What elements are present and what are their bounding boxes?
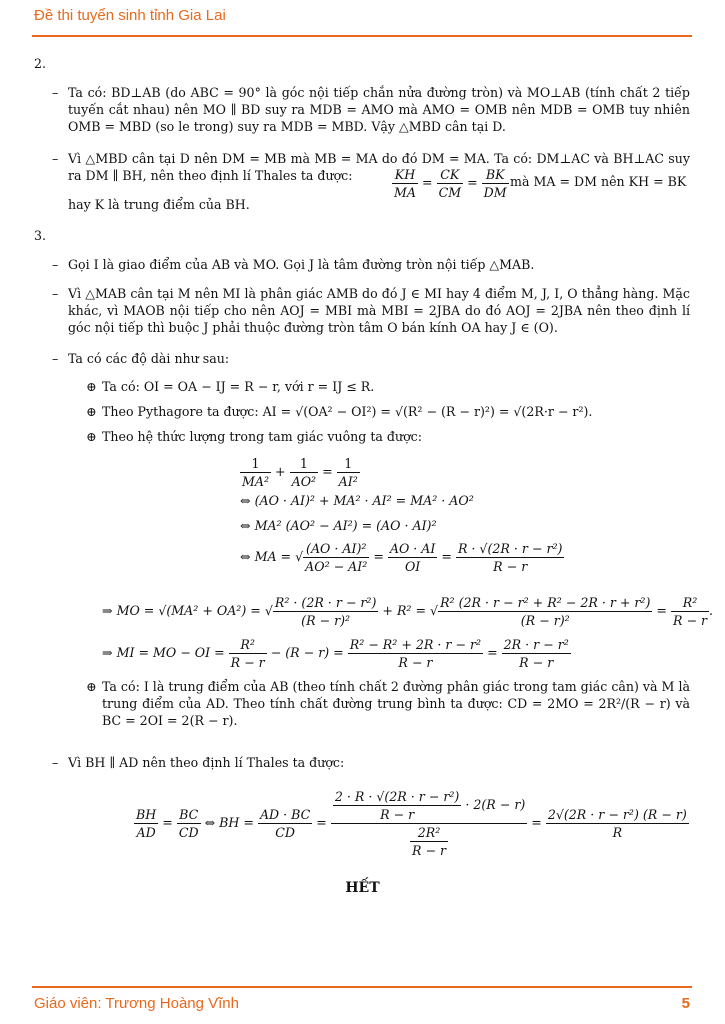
page-number: 5: [681, 995, 690, 1012]
s2-paragraph-2c: hay K là trung điểm của BH.: [68, 197, 250, 212]
s3-bullet-3: Theo hệ thức lượng trong tam giác vuông ta được:: [102, 429, 422, 444]
equation-mi: ⇒ MI = MO − OI = $\frac{\text{R²}}{R - r}$ − (R − r) = $\frac{\text{R² − R² + 2R · r − r²}}{R - r}$ = $\frac{\text{2R · r − r²}}{R - r}$: [102, 637, 569, 670]
equation-bh: $\frac{BH}{AD}$ = $\frac{BC}{CD}$ ⇔ BH = $\frac{AD \cdot BC}{CD}$ = $\frac{\text{2 · R · √(2R · r − r²)}}{R - r}$ · 2(R − r) $\frac{\text{2R²}}{R - r}$ = $\frac{\text{2√(2R · r − r²) (R − r)}}{R}$: [136, 789, 687, 858]
circle-plus-icon: ⊕: [86, 429, 97, 444]
s3-paragraph-4: Vì BH ∥ AD nên theo định lí Thales ta được:: [68, 755, 345, 770]
s3-paragraph-3: Ta có các độ dài như sau:: [68, 351, 230, 366]
section-number-3: 3.: [34, 228, 47, 243]
bullet-dash: –: [52, 151, 59, 166]
bullet-dash: –: [52, 85, 59, 100]
bullet-dash: –: [52, 257, 59, 272]
s3-bullet-2: Theo Pythagore ta được: AI = √(OA² − OI²) = √(R² − (R − r)²) = √(2R·r − r²).: [102, 404, 593, 419]
header-title: Đề thi tuyển sinh tỉnh Gia Lai: [34, 7, 226, 24]
end-marker: HẾT: [345, 880, 380, 896]
footer-teacher: Giáo viên: Trương Hoàng Vĩnh: [34, 995, 239, 1012]
equation-line-2: ⇔ (AO · AI)² + MA² · AI² = MA² · AO²: [240, 493, 474, 508]
circle-plus-icon: ⊕: [86, 679, 97, 694]
equation-line-1: $\frac{1}{\text{MA²}}$ + $\frac{1}{\text{AO²}}$ = $\frac{1}{\text{AI²}}$: [242, 456, 358, 489]
s2-paragraph-2b: mà MA = DM nên KH = BK: [510, 174, 687, 189]
s3-paragraph-2: Vì △MAB cân tại M nên MI là phân giác AMB do đó J ∈ MI hay 4 điểm M, J, I, O thẳng hàng. Mặc khác, vì MAOB nội tiếp cho nên AOJ = MBI mà MBI = 2JBA do đó AOJ = 2JBA nên theo định lí góc nội tiếp thì buộc J phải thuộc đường tròn tâm O bán kính OA hay J ∈ (O).: [68, 286, 690, 335]
section-number-2: 2.: [34, 56, 47, 71]
thales-equation: $\frac{KH}{MA}$ = $\frac{CK}{CM}$ = $\frac{BK}{DM}$: [394, 167, 507, 200]
s2-paragraph-2a: Vì △MBD cân tại D nên DM = MB mà MB = MA do đó DM = MA. Ta có: DM⊥AC và BH⊥AC suy ra DM ∥ BH, nên theo định lí Thales ta được:: [68, 151, 690, 183]
circle-plus-icon: ⊕: [86, 404, 97, 419]
s3-paragraph-1: Gọi I là giao điểm của AB và MO. Gọi J là tâm đường tròn nội tiếp △MAB.: [68, 257, 535, 272]
s3-bullet-4: Ta có: I là trung điểm của AB (theo tính chất 2 đường phân giác trong tam giác cân) và M là trung điểm của AD. Theo tính chất đường trung bình ta được: CD = 2MO = 2R²/(R − r) và BC = 2OI = 2(R − r).: [102, 679, 690, 728]
equation-line-3: ⇔ MA² (AO² − AI²) = (AO · AI)²: [240, 518, 437, 533]
footer-rule: [32, 986, 692, 988]
equation-mo: ⇒ MO = √(MA² + OA²) = √ $\frac{\text{R² · (2R · r − r²)}}{\text{(R − r)²}}$ + R² = √ $\frac{\text{R² (2R · r − r² + R² − 2R · r + r²)}}{\text{(R − r)²}}$ = $\frac{\text{R²}}{R - r}$ .: [102, 595, 714, 628]
bullet-dash: –: [52, 755, 59, 770]
s3-bullet-1: Ta có: OI = OA − IJ = R − r, với r = IJ ≤ R.: [102, 379, 375, 394]
s2-paragraph-1: Ta có: BD⊥AB (do ABC = 90° là góc nội tiếp chắn nửa đường tròn) và MO⊥AB (tính chất 2 tiếp tuyến cắt nhau) nên MO ∥ BD suy ra MDB = AMO mà AMO = OMB nên MDB = OMB tuy nhiên OMB = MBD (so le trong) suy ra MDB = MBD. Vậy △MBD cân tại D.: [68, 85, 690, 134]
bullet-dash: –: [52, 286, 59, 301]
circle-plus-icon: ⊕: [86, 379, 97, 394]
equation-line-4: ⇔ MA = √ $\frac{\text{(AO · AI)²}}{\text{AO² − AI²}}$ = $\frac{AO \cdot AI}{OI}$ = $\frac{\text{R · √(2R · r − r²)}}{R - r}$: [240, 541, 563, 574]
header-rule: [32, 35, 692, 37]
bullet-dash: –: [52, 351, 59, 366]
